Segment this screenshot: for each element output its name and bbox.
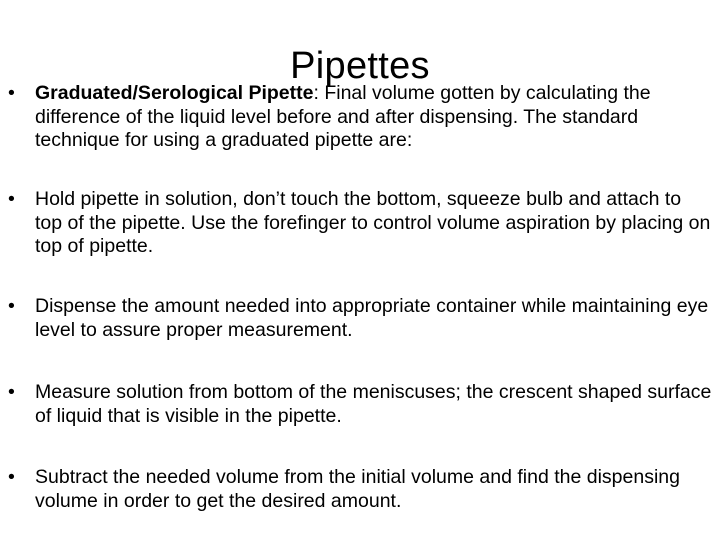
bullet-dot-icon: • [8,188,15,210]
bullet-text: Subtract the needed volume from the initial volume and find the dispensing volume in order to get the desired amount. [35,466,680,512]
bullet-text: Hold pipette in solution, don’t touch the bottom, squeeze bulb and attach to top of the pipette. Use the forefinger to control volume aspiration by placing on top of pipette. [35,188,711,257]
bullet-dot-icon: • [8,295,15,317]
bullet-dot-icon: • [8,466,15,488]
bullet-item [8,188,712,259]
bullet-item [8,466,712,513]
slide-title: Pipettes [290,45,430,88]
bullet-text: Dispense the amount needed into appropriate container while maintaining eye level to assure proper measurement. [35,295,709,341]
bullet-text [35,82,712,153]
bullet-item [8,82,712,153]
bullet-lead-term: Graduated/Serological Pipette [35,82,314,104]
bullet-body: : Final volume gotten by calculating the difference of the liquid level before and after dispensing. The standard technique for using a graduated pipette are: [35,82,651,151]
bullet-item [8,295,712,342]
bullet-text: Measure solution from bottom of the meniscuses; the crescent shaped surface of liquid that is visible in the pipette. [35,381,712,427]
bullet-dot-icon: • [8,82,15,104]
bullet-dot-icon: • [8,381,15,403]
bullet-item [8,381,712,428]
